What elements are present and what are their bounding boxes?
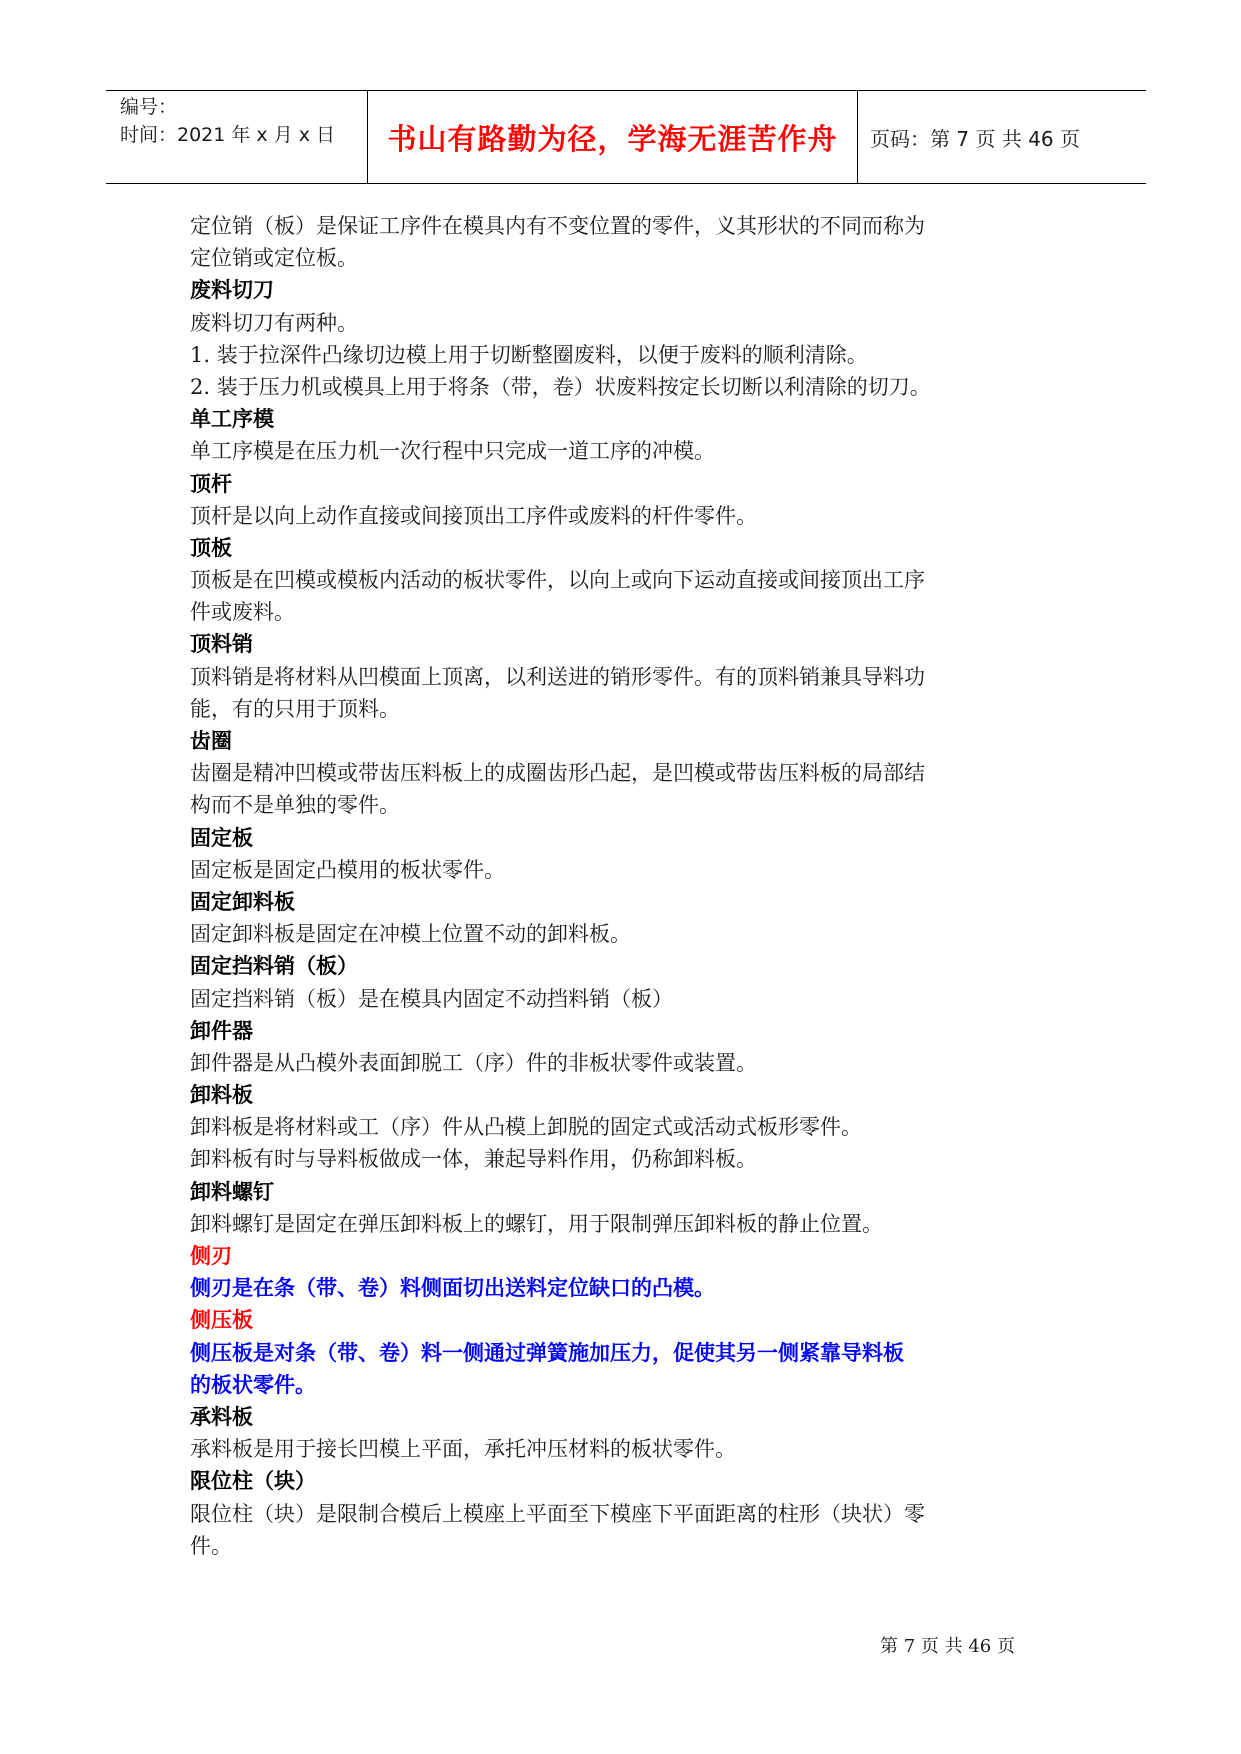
time-label: 时间：2021 年 x 月 x 日 bbox=[120, 124, 336, 146]
highlighted-paragraph-line: 的板状零件。 bbox=[190, 1372, 316, 1397]
document-header bbox=[106, 90, 1146, 184]
section-heading: 固定挡料销（板） bbox=[190, 954, 358, 979]
paragraph-line: 定位销或定位板。 bbox=[190, 246, 358, 271]
header-meta-cell bbox=[106, 91, 368, 183]
paragraph-line: 卸料螺钉是固定在弹压卸料板上的螺钉，用于限制弹压卸料板的静止位置。 bbox=[190, 1211, 883, 1236]
paragraph-line: 单工序模是在压力机一次行程中只完成一道工序的冲模。 bbox=[190, 439, 715, 464]
paragraph-line: 能，有的只用于顶料。 bbox=[190, 696, 400, 721]
section-heading: 限位柱（块） bbox=[190, 1469, 316, 1494]
highlighted-paragraph-line: 侧压板是对条（带、卷）料一侧通过弹簧施加压力，促使其另一侧紧靠导料板 bbox=[190, 1340, 904, 1365]
paragraph-line: 限位柱（块）是限制合模后上模座上平面至下模座下平面距离的柱形（块状）零 bbox=[190, 1501, 925, 1526]
header-motto-cell bbox=[368, 91, 858, 183]
paragraph-line: 顶板是在凹模或模板内活动的板状零件，以向上或向下运动直接或间接顶出工序 bbox=[190, 568, 925, 593]
section-heading-highlighted: 侧压板 bbox=[190, 1308, 253, 1333]
motto-text: 书山有路勤为径，学海无涯苦作舟 bbox=[387, 121, 838, 156]
paragraph-line: 件。 bbox=[190, 1533, 232, 1558]
paragraph-line: 构而不是单独的零件。 bbox=[190, 793, 400, 818]
paragraph-line: 承料板是用于接长凹模上平面，承托冲压材料的板状零件。 bbox=[190, 1437, 736, 1462]
section-heading: 固定板 bbox=[190, 825, 253, 850]
paragraph-line: 固定挡料销（板）是在模具内固定不动挡料销（板） bbox=[190, 986, 673, 1011]
section-heading-highlighted: 侧刃 bbox=[190, 1244, 232, 1268]
paragraph-line: 件或废料。 bbox=[190, 600, 295, 625]
section-heading: 承料板 bbox=[190, 1404, 253, 1429]
section-heading: 顶料销 bbox=[190, 632, 253, 657]
section-heading: 固定卸料板 bbox=[190, 889, 295, 914]
paragraph-line: 固定板是固定凸模用的板状零件。 bbox=[190, 857, 505, 882]
paragraph-line: 齿圈是精冲凹模或带齿压料板上的成圈齿形凸起，是凹模或带齿压料板的局部结 bbox=[190, 761, 925, 786]
paragraph-line: 卸件器是从凸模外表面卸脱工（序）件的非板状零件或装置。 bbox=[190, 1050, 757, 1075]
section-heading: 齿圈 bbox=[190, 729, 232, 753]
paragraph-line: 2. 装于压力机或模具上用于将条（带，卷）状废料按定长切断以利清除的切刀。 bbox=[190, 374, 931, 399]
section-heading: 顶板 bbox=[190, 535, 232, 560]
paragraph-line: 顶杆是以向上动作直接或间接顶出工序件或废料的杆件零件。 bbox=[190, 503, 757, 528]
paragraph-line: 1. 装于拉深件凸缘切边模上用于切断整圈废料，以便于废料的顺利清除。 bbox=[190, 342, 868, 367]
number-label: 编号： bbox=[120, 96, 178, 118]
paragraph-line: 顶料销是将材料从凹模面上顶离，以利送进的销形零件。有的顶料销兼具导料功 bbox=[190, 664, 925, 689]
page-label: 页码：第 7 页 共 46 页 bbox=[870, 126, 1080, 151]
paragraph-line: 废料切刀有两种。 bbox=[190, 310, 358, 335]
paragraph-line: 定位销（板）是保证工序件在模具内有不变位置的零件，义其形状的不同而称为 bbox=[190, 214, 925, 238]
section-heading: 废料切刀 bbox=[190, 278, 274, 303]
section-heading: 单工序模 bbox=[190, 407, 274, 432]
section-heading: 卸件器 bbox=[190, 1018, 253, 1043]
document-body bbox=[190, 210, 1070, 1562]
page-footer: 第 7 页 共 46 页 bbox=[880, 1636, 1015, 1657]
paragraph-line: 卸料板是将材料或工（序）件从凸模上卸脱的固定式或活动式板形零件。 bbox=[190, 1115, 862, 1140]
section-heading: 顶杆 bbox=[190, 471, 232, 496]
paragraph-line: 卸料板有时与导料板做成一体，兼起导料作用，仍称卸料板。 bbox=[190, 1147, 757, 1172]
header-page-cell bbox=[858, 91, 1146, 183]
section-heading: 卸料螺钉 bbox=[190, 1179, 274, 1204]
section-heading: 卸料板 bbox=[190, 1083, 253, 1108]
highlighted-paragraph-line: 侧刃是在条（带、卷）料侧面切出送料定位缺口的凸模。 bbox=[190, 1276, 715, 1301]
paragraph-line: 固定卸料板是固定在冲模上位置不动的卸料板。 bbox=[190, 922, 631, 947]
